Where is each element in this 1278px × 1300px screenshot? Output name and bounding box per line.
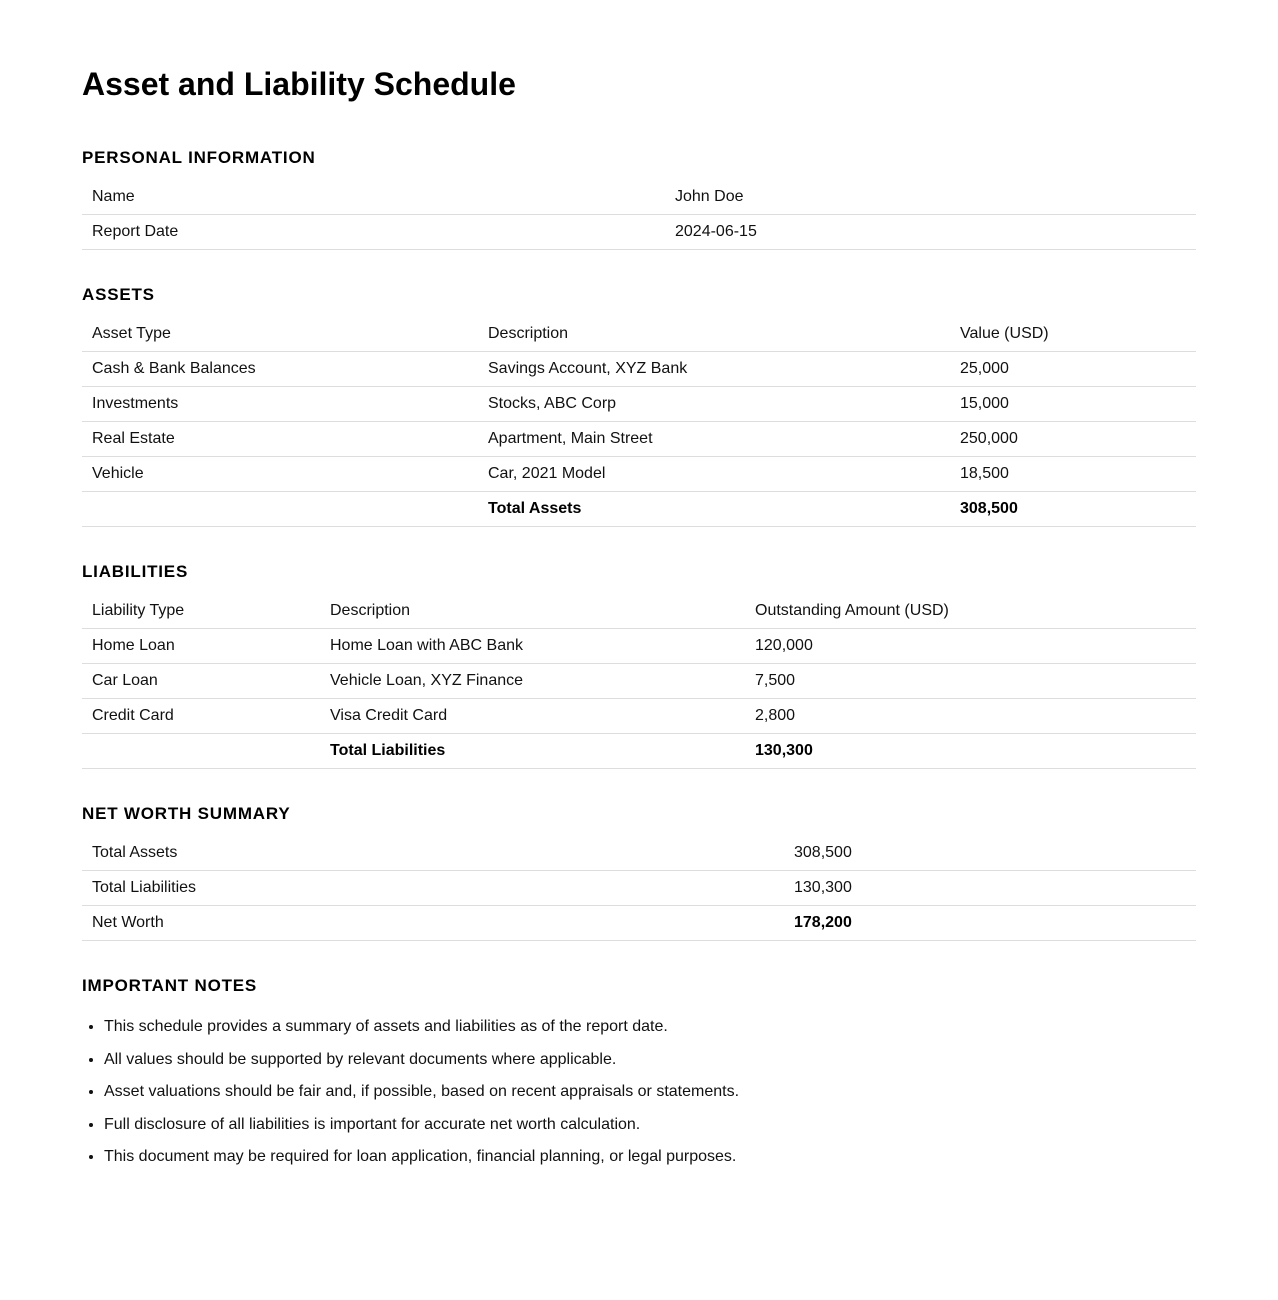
- list-item: • Asset valuations should be fair and, if possible, based on recent appraisals or statements.: [104, 1082, 1196, 1102]
- net-worth-value: 178,200: [784, 906, 1196, 941]
- page-title: Asset and Liability Schedule: [82, 66, 516, 102]
- column-header: Outstanding Amount (USD): [745, 594, 1196, 629]
- personal-info-section: [82, 147, 1196, 250]
- asset-type-cell: Cash & Bank Balances: [82, 352, 478, 387]
- asset-description-cell: Stocks, ABC Corp: [478, 387, 950, 422]
- table-row: [82, 699, 1196, 734]
- report-date-value: 2024-06-15: [665, 215, 1196, 250]
- asset-type-cell: Investments: [82, 387, 478, 422]
- asset-description-cell: Savings Account, XYZ Bank: [478, 352, 950, 387]
- net-worth-table: [82, 836, 1196, 941]
- liability-description-cell: Visa Credit Card: [320, 699, 745, 734]
- asset-value-cell: 25,000: [950, 352, 1196, 387]
- table-row: [82, 422, 1196, 457]
- empty-cell: [82, 734, 320, 769]
- notes-section: [82, 975, 1196, 1167]
- asset-value-cell: 250,000: [950, 422, 1196, 457]
- total-assets-value: 308,500: [950, 492, 1196, 527]
- total-assets-label: Total Assets: [478, 492, 950, 527]
- name-value: John Doe: [665, 180, 1196, 215]
- column-header: Asset Type: [82, 317, 478, 352]
- liability-description-cell: Vehicle Loan, XYZ Finance: [320, 664, 745, 699]
- table-header-row: [82, 317, 1196, 352]
- assets-heading: ASSETS: [82, 285, 155, 304]
- column-header: Description: [320, 594, 745, 629]
- liability-amount-cell: 2,800: [745, 699, 1196, 734]
- summary-value: 130,300: [784, 871, 1196, 906]
- report-date-label: Report Date: [82, 215, 665, 250]
- net-worth-section: [82, 803, 1196, 941]
- table-row: [82, 180, 1196, 215]
- personal-info-heading: PERSONAL INFORMATION: [82, 148, 316, 167]
- table-row: [82, 352, 1196, 387]
- total-liabilities-value: 130,300: [745, 734, 1196, 769]
- summary-label: Total Liabilities: [82, 871, 784, 906]
- column-header: Liability Type: [82, 594, 320, 629]
- table-row: [82, 836, 1196, 871]
- personal-info-table: [82, 180, 1196, 250]
- liability-type-cell: Car Loan: [82, 664, 320, 699]
- asset-type-cell: Vehicle: [82, 457, 478, 492]
- asset-description-cell: Car, 2021 Model: [478, 457, 950, 492]
- list-item: • Full disclosure of all liabilities is important for accurate net worth calculation.: [104, 1115, 1196, 1135]
- table-row: [82, 387, 1196, 422]
- total-liabilities-label: Total Liabilities: [320, 734, 745, 769]
- list-item: • This document may be required for loan application, financial planning, or legal purposes.: [104, 1147, 1196, 1167]
- table-header-row: [82, 594, 1196, 629]
- empty-cell: [82, 492, 478, 527]
- table-row: [82, 871, 1196, 906]
- liabilities-heading: LIABILITIES: [82, 562, 189, 581]
- liability-type-cell: Credit Card: [82, 699, 320, 734]
- list-item: • This schedule provides a summary of assets and liabilities as of the report date.: [104, 1017, 1196, 1037]
- table-row: [82, 457, 1196, 492]
- notes-list: [82, 1017, 1196, 1167]
- assets-section: [82, 284, 1196, 527]
- liability-amount-cell: 7,500: [745, 664, 1196, 699]
- list-item: • All values should be supported by relevant documents where applicable.: [104, 1050, 1196, 1070]
- asset-description-cell: Apartment, Main Street: [478, 422, 950, 457]
- column-header: Value (USD): [950, 317, 1196, 352]
- total-liabilities-row: [82, 734, 1196, 769]
- net-worth-heading: NET WORTH SUMMARY: [82, 804, 291, 823]
- net-worth-row: [82, 906, 1196, 941]
- net-worth-label: Net Worth: [82, 906, 784, 941]
- liability-type-cell: Home Loan: [82, 629, 320, 664]
- asset-value-cell: 18,500: [950, 457, 1196, 492]
- liabilities-section: [82, 561, 1196, 769]
- summary-label: Total Assets: [82, 836, 784, 871]
- asset-type-cell: Real Estate: [82, 422, 478, 457]
- column-header: Description: [478, 317, 950, 352]
- table-row: [82, 215, 1196, 250]
- liability-amount-cell: 120,000: [745, 629, 1196, 664]
- table-row: [82, 664, 1196, 699]
- total-assets-row: [82, 492, 1196, 527]
- assets-table: [82, 317, 1196, 527]
- summary-value: 308,500: [784, 836, 1196, 871]
- asset-value-cell: 15,000: [950, 387, 1196, 422]
- table-row: [82, 629, 1196, 664]
- liabilities-table: [82, 594, 1196, 769]
- liability-description-cell: Home Loan with ABC Bank: [320, 629, 745, 664]
- name-label: Name: [82, 180, 665, 215]
- notes-heading: IMPORTANT NOTES: [82, 976, 258, 995]
